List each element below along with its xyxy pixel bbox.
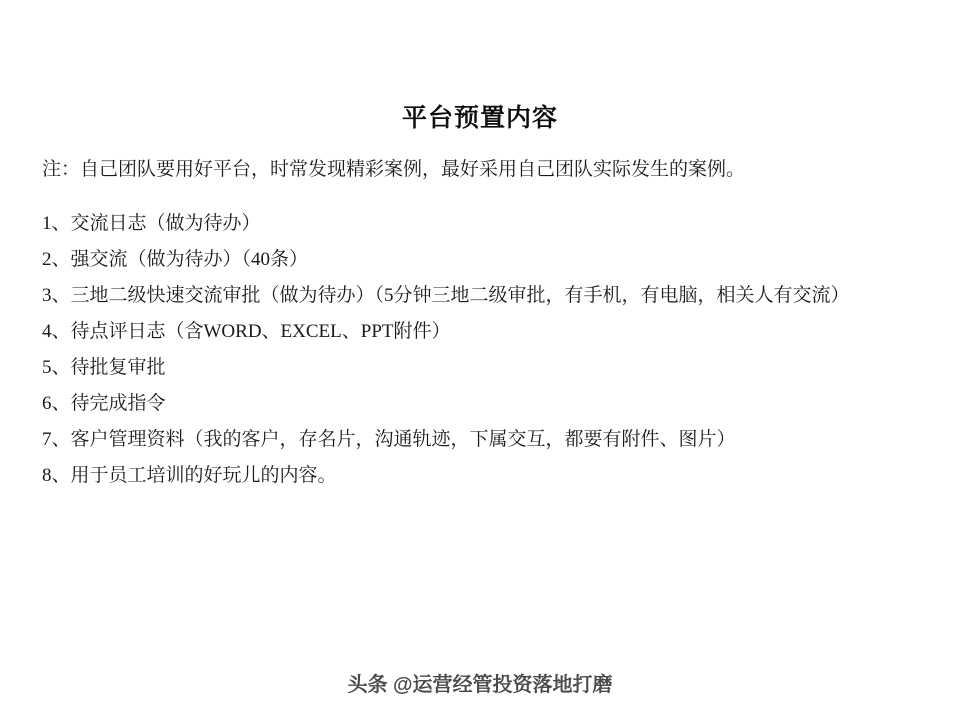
- page-title: 平台预置内容: [401, 105, 558, 132]
- list-item: 2、强交流（做为待办）（40条）: [42, 249, 309, 270]
- note-text: 注：自己团队要用好平台，时常发现精彩案例，最好采用自己团队实际发生的案例。: [42, 159, 746, 180]
- list-item: 6、待完成指令: [42, 393, 166, 414]
- list-item: 7、客户管理资料（我的客户，存名片，沟通轨迹，下属交互，都要有附件、图片）: [42, 429, 736, 450]
- slide-body: [42, 152, 922, 494]
- content-list: [42, 206, 922, 494]
- list-item: 1、交流日志（做为待办）: [42, 213, 261, 234]
- list-item: 4、待点评日志（含WORD、EXCEL、PPT附件）: [42, 321, 451, 342]
- list-item: 3、三地二级快速交流审批（做为待办）（5分钟三地二级审批，有手机，有电脑，相关人有交流）: [42, 285, 850, 306]
- list-item: 5、待批复审批: [42, 357, 166, 378]
- watermark-text: 头条 @运营经管投资落地打磨: [347, 674, 613, 696]
- list-item: 8、用于员工培训的好玩儿的内容。: [42, 465, 337, 486]
